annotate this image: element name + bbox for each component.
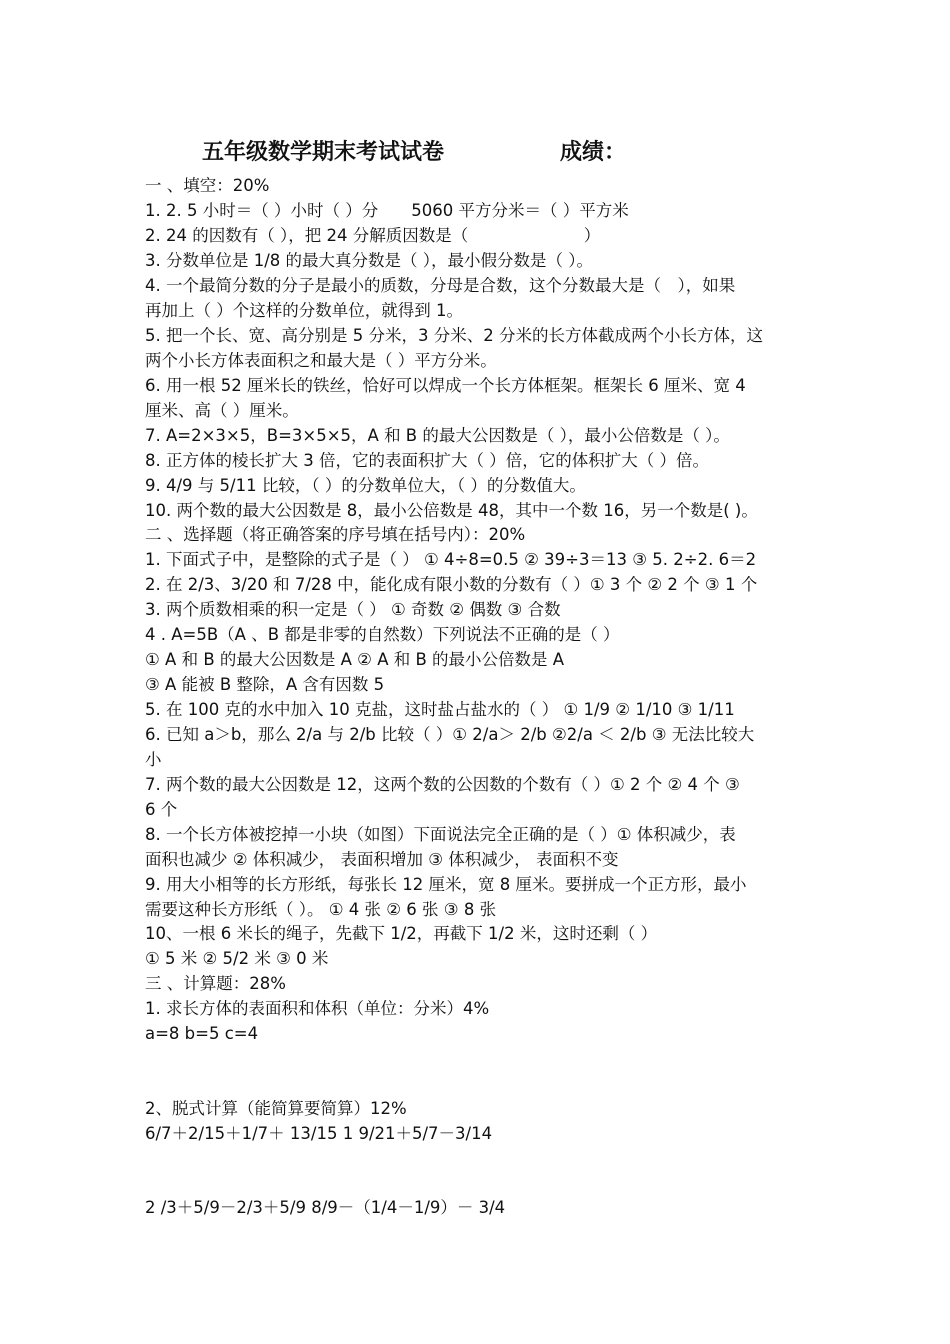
question-line: ① A 和 B 的最大公因数是 A ② A 和 B 的最小公倍数是 A (145, 650, 565, 669)
question-line: 8. 一个长方体被挖掉一小块（如图）下面说法完全正确的是（ ）① 体积减少，表 (145, 825, 736, 844)
question-line: ③ A 能被 B 整除，A 含有因数 5 (145, 675, 385, 694)
question-line: 6 个 (145, 800, 178, 819)
question-line: 厘米、高（ ）厘米。 (145, 401, 299, 420)
question-line: 1. 求长方体的表面积和体积（单位：分米）4% (145, 999, 490, 1018)
question-line: 4. 一个最简分数的分子是最小的质数，分母是合数，这个分数最大是（ ），如果 (145, 276, 736, 295)
question-line: 3. 分数单位是 1/8 的最大真分数是（ ），最小假分数是（ ）。 (145, 251, 594, 270)
question-line: 两个小长方体表面积之和最大是（ ）平方分米。 (145, 351, 497, 370)
question-line: 5. 在 100 克的水中加入 10 克盐，这时盐占盐水的（ ） ① 1/9 ② 1/10 ③ 1/11 (145, 700, 735, 719)
question-line: 10. 两个数的最大公因数是 8，最小公倍数是 48，其中一个数 16，另一个数是( )。 (145, 501, 758, 520)
question-line: 10、一根 6 米长的绳子，先截下 1/2，再截下 1/2 米，这时还剩（ ） (145, 924, 658, 943)
question-line: 6. 用一根 52 厘米长的铁丝，恰好可以焊成一个长方体框架。框架长 6 厘米、宽 4 (145, 376, 746, 395)
question-line: 小 (145, 750, 162, 769)
question-line: 7. 两个数的最大公因数是 12，这两个数的公因数的个数有（ ）① 2 个 ② 4 个 ③ (145, 775, 740, 794)
question-line: 2. 24 的因数有（ ），把 24 分解质因数是（ ） (145, 226, 601, 245)
question-line: 再加上（ ）个这样的分数单位，就得到 1。 (145, 301, 463, 320)
score-label: 成绩： (560, 139, 627, 165)
question-line: 2、脱式计算（能简算要简算）12% (145, 1099, 407, 1118)
question-line: 6/7＋2/15＋1/7＋ 13/15 1 9/21＋5/7－3/14 (145, 1124, 493, 1143)
question-line: 2 /3＋5/9－2/3＋5/9 8/9－（1/4－1/9）－ 3/4 (145, 1198, 506, 1217)
question-line: 面积也减少 ② 体积减少， 表面积增加 ③ 体积减少， 表面积不变 (145, 850, 619, 869)
question-line: 4 . A=5B（A 、B 都是非零的自然数）下列说法不正确的是（ ） (145, 625, 620, 644)
question-line: 1. 2. 5 小时＝（ ）小时（ ）分 5060 平方分米＝（ ）平方米 (145, 201, 629, 220)
question-line: 8. 正方体的棱长扩大 3 倍，它的表面积扩大（ ）倍，它的体积扩大（ ）倍。 (145, 451, 709, 470)
section-heading-fill: 一 、填空：20% (145, 176, 270, 195)
question-line: 7. A=2×3×5，B=3×5×5，A 和 B 的最大公因数是（ ），最小公倍数是（ ）。 (145, 426, 730, 445)
question-line: 2. 在 2/3、3/20 和 7/28 中，能化成有限小数的分数有（ ）① 3 个 ② 2 个 ③ 1 个 (145, 575, 758, 594)
question-line: 1. 下面式子中，是整除的式子是（ ） ① 4÷8=0.5 ② 39÷3＝13 ③ 5. 2÷2. 6＝2 (145, 550, 757, 569)
page-title: 五年级数学期末考试试卷 (202, 139, 445, 165)
question-line: 3. 两个质数相乘的积一定是（ ） ① 奇数 ② 偶数 ③ 合数 (145, 600, 561, 619)
section-heading-choice: 二 、选择题（将正确答案的序号填在括号内）：20% (145, 525, 526, 544)
question-line: a=8 b=5 c=4 (145, 1024, 259, 1043)
question-line: ① 5 米 ② 5/2 米 ③ 0 米 (145, 949, 329, 968)
question-line: 5. 把一个长、宽、高分别是 5 分米，3 分米、2 分米的长方体截成两个小长方体，这 (145, 326, 763, 345)
question-line: 6. 已知 a＞b，那么 2/a 与 2/b 比较（ ）① 2/a＞ 2/b ②2/a ＜ 2/b ③ 无法比较大 (145, 725, 755, 744)
section-heading-calc: 三 、计算题：28% (145, 974, 286, 993)
question-line: 9. 4/9 与 5/11 比较，（ ）的分数单位大，（ ）的分数值大。 (145, 476, 586, 495)
question-line: 需要这种长方形纸（ ）。 ① 4 张 ② 6 张 ③ 8 张 (145, 900, 497, 919)
question-line: 9. 用大小相等的长方形纸，每张长 12 厘米，宽 8 厘米。要拼成一个正方形，最小 (145, 875, 747, 894)
